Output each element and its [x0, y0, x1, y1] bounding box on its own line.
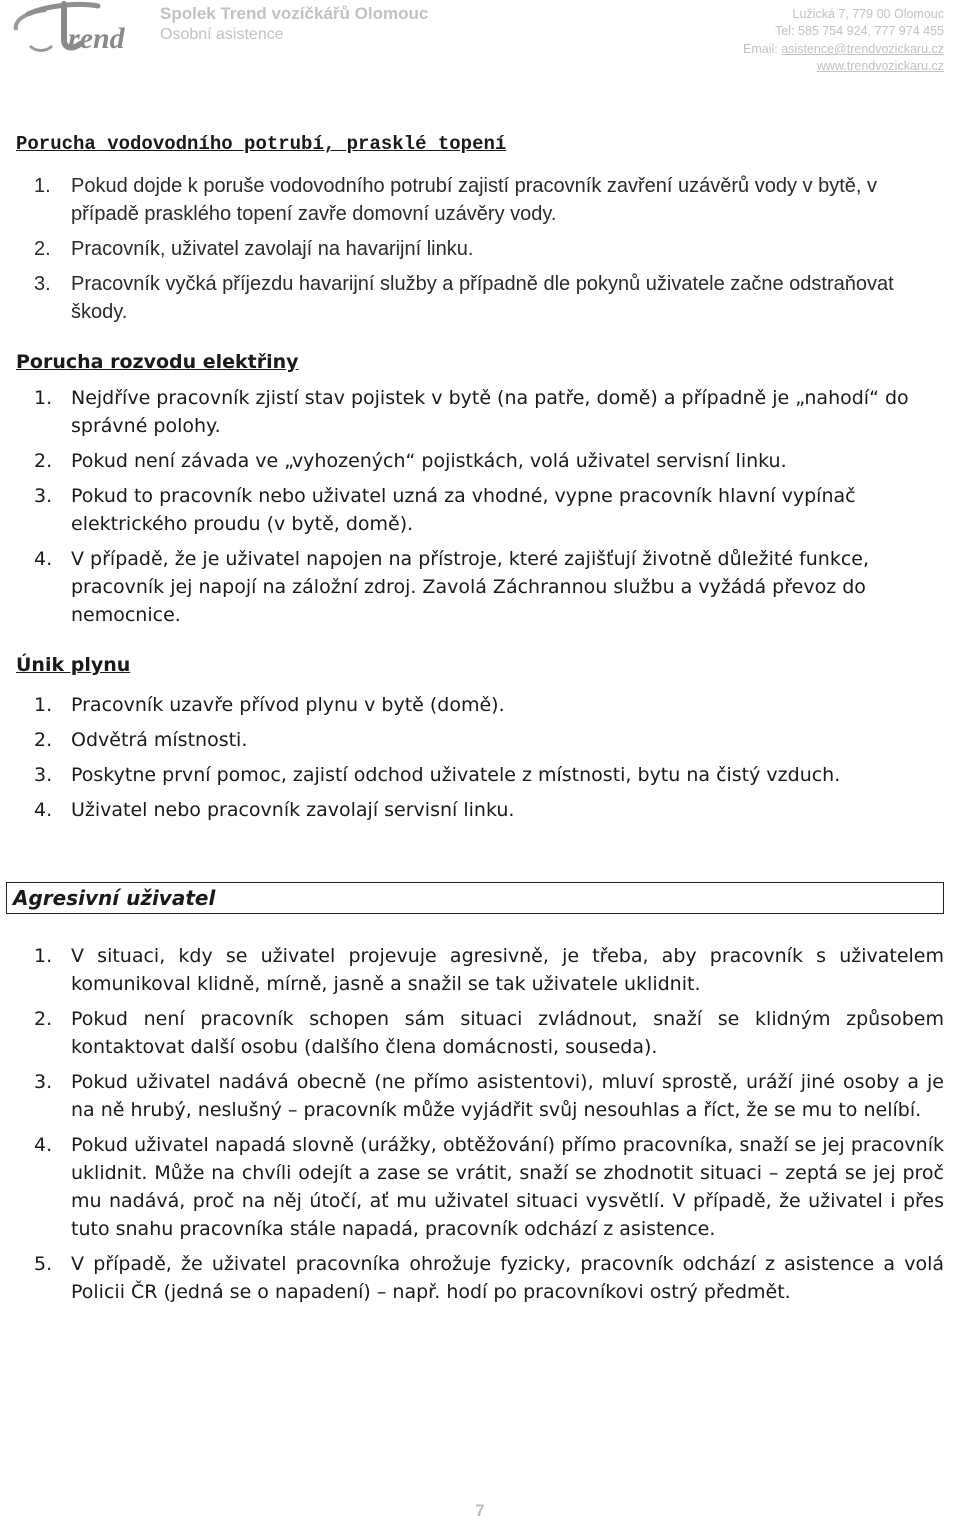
contact-email-link[interactable]: asistence@trendvozickaru.cz [781, 41, 944, 56]
list-item [16, 1005, 944, 1061]
section-title-gas: Únik plynu [16, 654, 131, 676]
list-item [16, 447, 944, 475]
list-number: 3. [34, 764, 53, 786]
list-text: Pokud uživatel napadá slovně (urážky, obtěžování) přímo pracovníka, snaží se jej pracovník uklidnit. Může na chvíli odejít a zase se vrátit, snaží se zhodnotit situaci – zeptá se jej proč mu nadává, proč na něj útočí, ať mu uživatel situaci vysvětlí. V případě, že uživatel i přes tuto snahu pracovníka stále napadá, pracovník odchází z asistence. [71, 1134, 944, 1240]
list-text: V případě, že je uživatel napojen na přístroje, které zajišťují životně důležité funkce, pracovník jej napojí na záložní zdroj. Zavolá Záchrannou službu a vyžádá převoz do nemocnice. [71, 548, 869, 626]
list-item [16, 545, 944, 629]
list-number: 2. [34, 450, 53, 472]
list-item [16, 942, 944, 998]
page-number: 7 [475, 1501, 485, 1520]
list-text: Pokud dojde k poruše vodovodního potrubí zajistí pracovník zavření uzávěrů vody v bytě, v případě prasklého topení zavře domovní uzávěry vody. [71, 175, 878, 225]
list-item [16, 691, 944, 719]
list-item [16, 482, 944, 538]
list-number: 2. [34, 1008, 53, 1030]
section-list-aggressive [16, 942, 944, 1306]
list-text: Pokud uživatel nadává obecně (ne přímo asistentovi), mluví sprostě, uráží jiné osoby a je na ně hrubý, neslušný – pracovník může vyjádřit svůj nesouhlas a říct, že se mu to nelíbí. [71, 1071, 944, 1121]
list-text: Pokud není pracovník schopen sám situaci zvládnout, snaží se klidným způsobem kontaktovat další osobu (dalšího člena domácnosti, souseda). [71, 1008, 944, 1058]
list-item [16, 796, 944, 824]
list-text: Nejdříve pracovník zjistí stav pojistek v bytě (na patře, domě) a případně je „nahodí“ do správné polohy. [71, 387, 909, 437]
list-item [16, 1250, 944, 1306]
organization-block [160, 4, 428, 46]
section-title-aggressive: Agresivní uživatel [6, 882, 944, 914]
page-header [0, 0, 960, 80]
document-body [13, 130, 944, 1306]
organization-subtitle: Osobní asistence [160, 26, 284, 43]
list-item [16, 1068, 944, 1124]
contact-email-line [743, 41, 944, 58]
organization-name: Spolek Trend vozíčkářů Olomouc [160, 4, 429, 23]
list-text: Pokud není závada ve „vyhozených“ pojistkách, volá uživatel servisní linku. [71, 450, 787, 472]
section-list-water [16, 172, 944, 326]
list-number: 1. [34, 694, 53, 716]
list-number: 1. [34, 175, 51, 197]
list-text: Pokud to pracovník nebo uživatel uzná za vhodné, vypne pracovník hlavní vypínač elektrického proudu (v bytě, domě). [71, 485, 856, 535]
list-item [16, 761, 944, 789]
list-number: 3. [34, 273, 51, 295]
contact-web-link[interactable]: www.trendvozickaru.cz [816, 59, 944, 74]
trend-logo [6, 0, 134, 56]
list-text: Poskytne první pomoc, zajistí odchod uživatele z místnosti, bytu na čistý vzduch. [71, 764, 841, 786]
list-number: 1. [34, 945, 53, 967]
list-text: Pracovník vyčká příjezdu havarijní služby a případně dle pokynů uživatele začne odstraňovat škody. [71, 273, 894, 323]
section-title-electricity: Porucha rozvodu elektřiny [16, 351, 299, 373]
contact-email-label: Email: [743, 41, 782, 56]
section-list-gas [16, 691, 944, 824]
section-list-electricity [16, 384, 944, 629]
list-item [16, 235, 944, 263]
list-item [16, 172, 944, 228]
list-text: Odvětrá místnosti. [71, 729, 248, 751]
list-number: 3. [34, 1071, 53, 1093]
contact-phone: Tel: 585 754 924, 777 974 455 [775, 24, 944, 39]
list-text: Pracovník uzavře přívod plynu v bytě (domě). [71, 694, 505, 716]
list-item [16, 270, 944, 326]
list-text: V situaci, kdy se uživatel projevuje agresivně, je třeba, aby pracovník s uživatelem komunikoval klidně, mírně, jasně a snažil se tak uživatele uklidnit. [71, 945, 944, 995]
list-number: 4. [34, 548, 53, 570]
list-number: 3. [34, 485, 53, 507]
list-number: 5. [34, 1253, 53, 1275]
list-item [16, 384, 944, 440]
section-title-water: Porucha vodovodního potrubí, prasklé topení [16, 133, 507, 155]
list-number: 2. [34, 238, 51, 260]
contact-address: Lužická 7, 779 00 Olomouc [792, 7, 944, 21]
list-number: 4. [34, 1134, 53, 1156]
list-text: V případě, že uživatel pracovníka ohrožuje fyzicky, pracovník odchází z asistence a volá Policii ČR (jedná se o napadení) – např. hodí po pracovníkovi ostrý předmět. [71, 1253, 944, 1303]
list-text: Pracovník, uživatel zavolají na havarijní linku. [71, 238, 474, 260]
svg-text:rend: rend [68, 22, 125, 55]
list-number: 2. [34, 729, 53, 751]
contact-block [743, 6, 944, 76]
list-item [16, 726, 944, 754]
list-text: Uživatel nebo pracovník zavolají servisní linku. [71, 799, 515, 821]
list-number: 4. [34, 799, 53, 821]
list-item [16, 1131, 944, 1243]
list-number: 1. [34, 387, 53, 409]
